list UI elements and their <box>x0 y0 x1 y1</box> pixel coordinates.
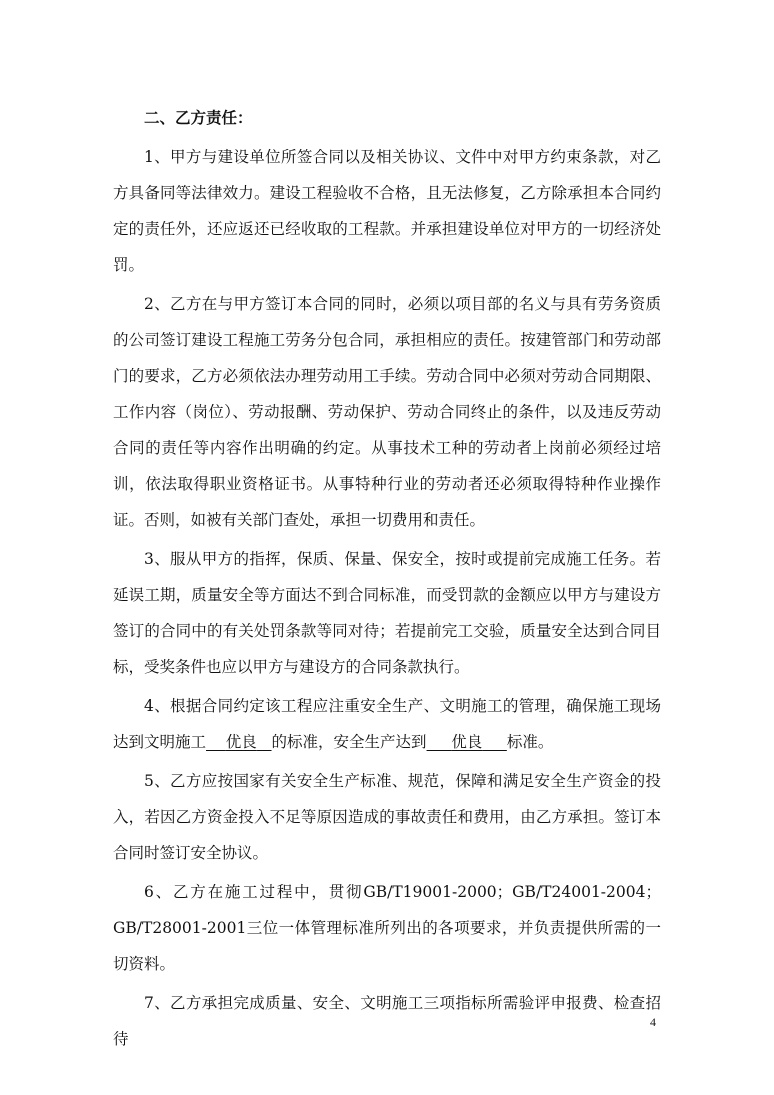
clause-4-blank-civilized <box>206 733 272 751</box>
page-content <box>113 100 661 1060</box>
clause-4-blank-safety-value: 优良 <box>451 733 483 751</box>
clause-2: 2、乙方在与甲方签订本合同的同时，必须以项目部的名义与具有劳务资质的公司签订建设工程施工劳务分包合同，承担相应的责任。按建管部门和劳动部门的要求，乙方必须依法办理劳动用工手续。劳动合同中必须对劳动合同期限、工作内容（岗位）、劳动报酬、劳动保护、劳动合同终止的条件，以及违反劳动合同的责任等内容作出明确的约定。从事技术工种的劳动者上岗前必须经过培训，依法取得职业资格证书。从事特种行业的劳动者还必须取得特种作业操作证。否则，如被有关部门查处，承担一切费用和责任。 <box>113 295 661 529</box>
clause-3: 3、服从甲方的指挥，保质、保量、保安全，按时或提前完成施工任务。若延误工期，质量安全等方面达不到合同标准，而受罚款的金额应以甲方与建设方签订的合同中的有关处罚条款等同对待；若提前完工交验，质量安全达到合同目标，受奖条件也应以甲方与建设方的合同条款执行。 <box>113 550 661 676</box>
clause-4-after: 标准。 <box>506 733 554 751</box>
section-title: 二、乙方责任： <box>144 108 253 127</box>
clause-4 <box>113 688 661 760</box>
clause-1: 1、甲方与建设单位所签合同以及相关协议、文件中对甲方约束条款，对乙方具备同等法律效力。建设工程验收不合格，且无法修复，乙方除承担本合同约定的责任外，还应返还已经收取的工程款。并承担建设单位对甲方的一切经济处罚。 <box>113 148 661 274</box>
clause-4-middle: 的标准，安全生产达到 <box>271 733 427 751</box>
clause-4-before: 4、根据合同约定该工程应注重安全生产、文明施工的管理，确保施工现场达到文明施工 <box>113 697 661 751</box>
clause-4-blank-civilized-value: 优良 <box>225 733 257 751</box>
clause-5: 5、乙方应按国家有关安全生产标准、规范，保障和满足安全生产资金的投入，若因乙方资金投入不足等原因造成的事故责任和费用，由乙方承担。签订本合同时签订安全协议。 <box>113 772 661 862</box>
page-number: 4 <box>650 1015 656 1029</box>
clause-7: 7、乙方承担完成质量、安全、文明施工三项指标所需验评申报费、检查招待 <box>113 994 661 1048</box>
clause-6: 6、乙方在施工过程中，贯彻GB/T19001-2000；GB/T24001-2004；GB/T28001-2001三位一体管理标准所列出的各项要求，并负责提供所需的一切资料。 <box>113 883 661 973</box>
clause-4-blank-safety <box>427 733 507 751</box>
